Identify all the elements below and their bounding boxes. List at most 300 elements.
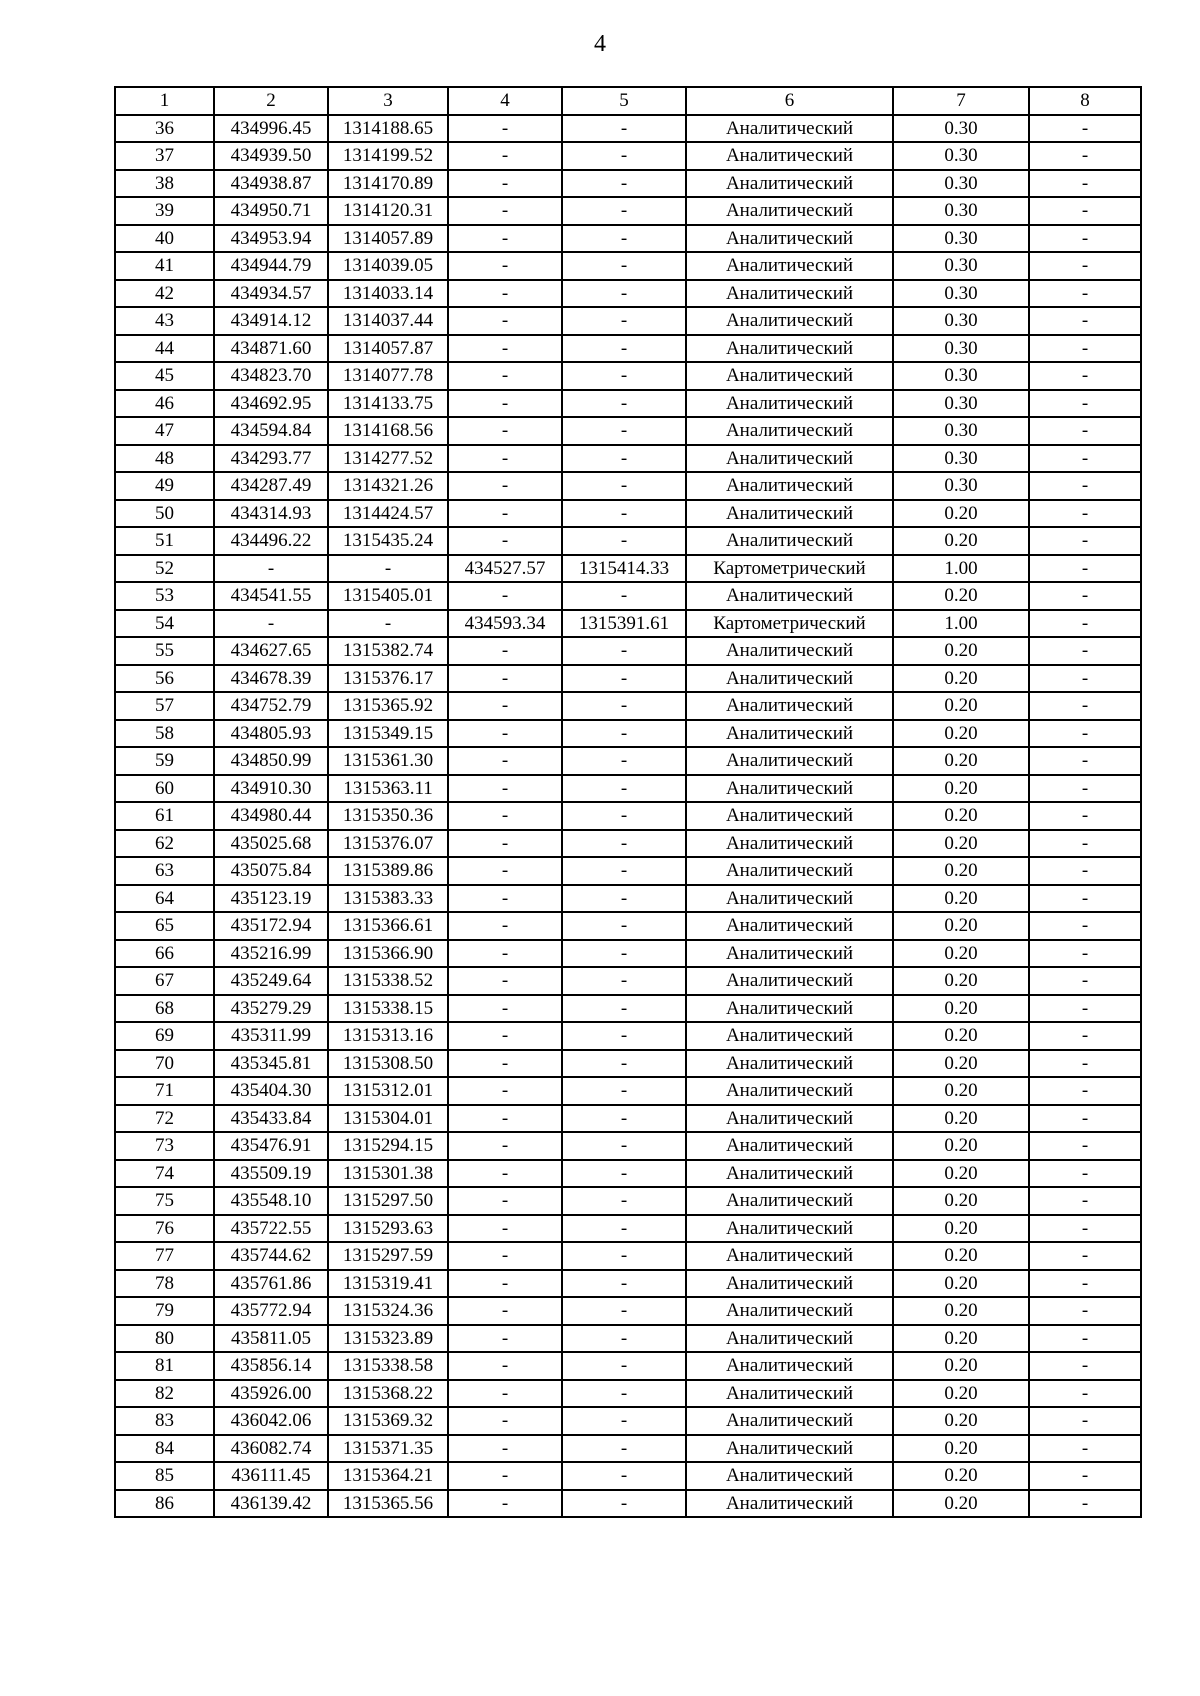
point-number-cell: 77 [115,1242,214,1270]
method-cell: Аналитический [686,1050,893,1078]
method-cell: Аналитический [686,885,893,913]
x-alt-coordinate-cell: - [448,995,562,1023]
accuracy-cell: 0.20 [893,912,1029,940]
table-row [115,252,1141,280]
y-coordinate-cell: 1315365.56 [328,1490,448,1518]
point-number-cell: 78 [115,1270,214,1298]
table-row [115,582,1141,610]
y-coordinate-cell: 1315368.22 [328,1380,448,1408]
y-alt-coordinate-cell: - [562,830,686,858]
table-row [115,280,1141,308]
method-cell: Аналитический [686,197,893,225]
accuracy-cell: 0.20 [893,1050,1029,1078]
x-alt-coordinate-cell: - [448,1215,562,1243]
accuracy-cell: 0.20 [893,1242,1029,1270]
y-coordinate-cell: 1315350.36 [328,802,448,830]
x-coordinate-cell: 435548.10 [214,1187,328,1215]
x-coordinate-cell: 435075.84 [214,857,328,885]
accuracy-cell: 0.20 [893,500,1029,528]
x-alt-coordinate-cell: - [448,665,562,693]
accuracy-cell: 0.30 [893,472,1029,500]
note-cell: - [1029,995,1141,1023]
point-number-cell: 54 [115,610,214,638]
x-coordinate-cell: 434293.77 [214,445,328,473]
note-cell: - [1029,692,1141,720]
x-alt-coordinate-cell: 434527.57 [448,555,562,583]
x-coordinate-cell: 434678.39 [214,665,328,693]
y-alt-coordinate-cell: - [562,115,686,143]
x-coordinate-cell: 434850.99 [214,747,328,775]
y-alt-coordinate-cell: - [562,582,686,610]
table-row [115,720,1141,748]
column-header: 5 [562,87,686,115]
x-alt-coordinate-cell: - [448,1490,562,1518]
note-cell: - [1029,1215,1141,1243]
x-coordinate-cell: 434823.70 [214,362,328,390]
table-row [115,1297,1141,1325]
table-row [115,335,1141,363]
y-coordinate-cell: 1315338.52 [328,967,448,995]
y-coordinate-cell: 1314120.31 [328,197,448,225]
x-alt-coordinate-cell: 434593.34 [448,610,562,638]
point-number-cell: 51 [115,527,214,555]
x-coordinate-cell: 434910.30 [214,775,328,803]
point-number-cell: 59 [115,747,214,775]
x-coordinate-cell: 435772.94 [214,1297,328,1325]
note-cell: - [1029,885,1141,913]
coordinates-table [114,86,1142,1518]
x-coordinate-cell: 435216.99 [214,940,328,968]
column-header: 4 [448,87,562,115]
note-cell: - [1029,362,1141,390]
method-cell: Аналитический [686,995,893,1023]
column-header: 7 [893,87,1029,115]
y-coordinate-cell: 1314424.57 [328,500,448,528]
note-cell: - [1029,610,1141,638]
x-coordinate-cell: 435761.86 [214,1270,328,1298]
table-row [115,1270,1141,1298]
point-number-cell: 37 [115,142,214,170]
accuracy-cell: 0.20 [893,582,1029,610]
note-cell: - [1029,197,1141,225]
method-cell: Аналитический [686,307,893,335]
y-alt-coordinate-cell: - [562,1380,686,1408]
accuracy-cell: 0.20 [893,1380,1029,1408]
y-coordinate-cell: 1315293.63 [328,1215,448,1243]
y-coordinate-cell: 1315313.16 [328,1022,448,1050]
method-cell: Аналитический [686,967,893,995]
y-alt-coordinate-cell: - [562,1435,686,1463]
y-alt-coordinate-cell: - [562,885,686,913]
x-coordinate-cell: 434950.71 [214,197,328,225]
method-cell: Аналитический [686,1380,893,1408]
y-alt-coordinate-cell: - [562,1270,686,1298]
point-number-cell: 70 [115,1050,214,1078]
point-number-cell: 69 [115,1022,214,1050]
y-coordinate-cell: 1315369.32 [328,1407,448,1435]
note-cell: - [1029,1462,1141,1490]
x-alt-coordinate-cell: - [448,142,562,170]
point-number-cell: 75 [115,1187,214,1215]
note-cell: - [1029,1160,1141,1188]
table-row [115,967,1141,995]
point-number-cell: 67 [115,967,214,995]
y-coordinate-cell: 1315312.01 [328,1077,448,1105]
point-number-cell: 81 [115,1352,214,1380]
y-alt-coordinate-cell: - [562,472,686,500]
accuracy-cell: 0.20 [893,1077,1029,1105]
table-row [115,417,1141,445]
accuracy-cell: 0.30 [893,252,1029,280]
accuracy-cell: 0.20 [893,665,1029,693]
x-alt-coordinate-cell: - [448,1022,562,1050]
y-coordinate-cell: 1314277.52 [328,445,448,473]
table-row [115,445,1141,473]
accuracy-cell: 0.20 [893,967,1029,995]
note-cell: - [1029,940,1141,968]
column-header: 1 [115,87,214,115]
table-row [115,225,1141,253]
y-coordinate-cell: 1315376.07 [328,830,448,858]
y-coordinate-cell: 1315382.74 [328,637,448,665]
point-number-cell: 47 [115,417,214,445]
note-cell: - [1029,225,1141,253]
y-coordinate-cell: 1315376.17 [328,665,448,693]
y-coordinate-cell: 1315405.01 [328,582,448,610]
method-cell: Аналитический [686,417,893,445]
accuracy-cell: 0.30 [893,280,1029,308]
table-row [115,527,1141,555]
point-number-cell: 52 [115,555,214,583]
y-coordinate-cell: 1315294.15 [328,1132,448,1160]
note-cell: - [1029,1077,1141,1105]
accuracy-cell: 0.20 [893,885,1029,913]
y-alt-coordinate-cell: 1315391.61 [562,610,686,638]
accuracy-cell: 0.20 [893,637,1029,665]
point-number-cell: 50 [115,500,214,528]
x-coordinate-cell: 434752.79 [214,692,328,720]
method-cell: Аналитический [686,252,893,280]
point-number-cell: 84 [115,1435,214,1463]
method-cell: Аналитический [686,747,893,775]
point-number-cell: 64 [115,885,214,913]
table-row [115,637,1141,665]
y-coordinate-cell: 1314037.44 [328,307,448,335]
x-alt-coordinate-cell: - [448,637,562,665]
x-coordinate-cell: 435744.62 [214,1242,328,1270]
table-row [115,1105,1141,1133]
point-number-cell: 62 [115,830,214,858]
table-row [115,610,1141,638]
method-cell: Аналитический [686,527,893,555]
point-number-cell: 82 [115,1380,214,1408]
x-coordinate-cell: 435926.00 [214,1380,328,1408]
method-cell: Аналитический [686,582,893,610]
point-number-cell: 48 [115,445,214,473]
table-row [115,830,1141,858]
y-alt-coordinate-cell: - [562,940,686,968]
note-cell: - [1029,390,1141,418]
table-row [115,1380,1141,1408]
y-coordinate-cell: 1315366.90 [328,940,448,968]
x-coordinate-cell: 434980.44 [214,802,328,830]
x-alt-coordinate-cell: - [448,1187,562,1215]
x-coordinate-cell: 435856.14 [214,1352,328,1380]
x-alt-coordinate-cell: - [448,225,562,253]
x-coordinate-cell: 435722.55 [214,1215,328,1243]
method-cell: Аналитический [686,1242,893,1270]
x-alt-coordinate-cell: - [448,197,562,225]
y-coordinate-cell: 1314033.14 [328,280,448,308]
accuracy-cell: 0.20 [893,720,1029,748]
method-cell: Аналитический [686,1407,893,1435]
method-cell: Аналитический [686,142,893,170]
method-cell: Аналитический [686,720,893,748]
note-cell: - [1029,115,1141,143]
x-coordinate-cell: 436042.06 [214,1407,328,1435]
table-row [115,1160,1141,1188]
x-alt-coordinate-cell: - [448,720,562,748]
point-number-cell: 80 [115,1325,214,1353]
note-cell: - [1029,1270,1141,1298]
x-alt-coordinate-cell: - [448,1297,562,1325]
y-alt-coordinate-cell: - [562,170,686,198]
point-number-cell: 46 [115,390,214,418]
point-number-cell: 68 [115,995,214,1023]
table-row [115,1215,1141,1243]
note-cell: - [1029,1050,1141,1078]
table-row [115,1077,1141,1105]
point-number-cell: 56 [115,665,214,693]
method-cell: Аналитический [686,1132,893,1160]
note-cell: - [1029,1380,1141,1408]
y-coordinate-cell: 1315349.15 [328,720,448,748]
point-number-cell: 86 [115,1490,214,1518]
note-cell: - [1029,637,1141,665]
note-cell: - [1029,1187,1141,1215]
y-alt-coordinate-cell: - [562,280,686,308]
accuracy-cell: 0.20 [893,1132,1029,1160]
x-alt-coordinate-cell: - [448,1050,562,1078]
x-alt-coordinate-cell: - [448,362,562,390]
point-number-cell: 45 [115,362,214,390]
table-row [115,115,1141,143]
accuracy-cell: 0.20 [893,1160,1029,1188]
x-alt-coordinate-cell: - [448,527,562,555]
x-coordinate-cell: 436082.74 [214,1435,328,1463]
y-alt-coordinate-cell: - [562,225,686,253]
x-alt-coordinate-cell: - [448,417,562,445]
point-number-cell: 44 [115,335,214,363]
table-row [115,747,1141,775]
method-cell: Аналитический [686,1215,893,1243]
note-cell: - [1029,472,1141,500]
y-coordinate-cell: - [328,610,448,638]
x-alt-coordinate-cell: - [448,1132,562,1160]
x-alt-coordinate-cell: - [448,582,562,610]
point-number-cell: 53 [115,582,214,610]
y-coordinate-cell: 1315366.61 [328,912,448,940]
x-alt-coordinate-cell: - [448,390,562,418]
x-coordinate-cell: 435172.94 [214,912,328,940]
y-alt-coordinate-cell: - [562,1462,686,1490]
y-alt-coordinate-cell: - [562,527,686,555]
accuracy-cell: 0.30 [893,225,1029,253]
table-row [115,692,1141,720]
accuracy-cell: 0.30 [893,307,1029,335]
note-cell: - [1029,417,1141,445]
table-row [115,912,1141,940]
method-cell: Аналитический [686,115,893,143]
table-row [115,775,1141,803]
note-cell: - [1029,1132,1141,1160]
note-cell: - [1029,252,1141,280]
y-alt-coordinate-cell: - [562,967,686,995]
x-alt-coordinate-cell: - [448,1462,562,1490]
point-number-cell: 61 [115,802,214,830]
y-alt-coordinate-cell: - [562,1297,686,1325]
x-coordinate-cell: 434914.12 [214,307,328,335]
column-header: 3 [328,87,448,115]
table-row [115,472,1141,500]
accuracy-cell: 1.00 [893,610,1029,638]
y-coordinate-cell: 1314057.89 [328,225,448,253]
accuracy-cell: 1.00 [893,555,1029,583]
y-coordinate-cell: 1315323.89 [328,1325,448,1353]
x-coordinate-cell: 435279.29 [214,995,328,1023]
y-coordinate-cell: 1315324.36 [328,1297,448,1325]
x-coordinate-cell: - [214,555,328,583]
method-cell: Аналитический [686,1077,893,1105]
note-cell: - [1029,830,1141,858]
accuracy-cell: 0.20 [893,1325,1029,1353]
point-number-cell: 65 [115,912,214,940]
y-alt-coordinate-cell: - [562,307,686,335]
y-coordinate-cell: 1315308.50 [328,1050,448,1078]
x-alt-coordinate-cell: - [448,115,562,143]
note-cell: - [1029,1435,1141,1463]
y-coordinate-cell: 1315297.50 [328,1187,448,1215]
accuracy-cell: 0.20 [893,692,1029,720]
x-alt-coordinate-cell: - [448,830,562,858]
table-body [115,115,1141,1518]
y-alt-coordinate-cell: - [562,912,686,940]
method-cell: Аналитический [686,1462,893,1490]
method-cell: Аналитический [686,775,893,803]
point-number-cell: 43 [115,307,214,335]
point-number-cell: 71 [115,1077,214,1105]
x-coordinate-cell: 434594.84 [214,417,328,445]
y-alt-coordinate-cell: - [562,995,686,1023]
table-row [115,362,1141,390]
x-coordinate-cell: 434938.87 [214,170,328,198]
y-alt-coordinate-cell: - [562,665,686,693]
accuracy-cell: 0.20 [893,1022,1029,1050]
table-row [115,1132,1141,1160]
note-cell: - [1029,1407,1141,1435]
method-cell: Аналитический [686,170,893,198]
x-coordinate-cell: 435345.81 [214,1050,328,1078]
x-alt-coordinate-cell: - [448,940,562,968]
x-alt-coordinate-cell: - [448,802,562,830]
point-number-cell: 66 [115,940,214,968]
y-alt-coordinate-cell: - [562,747,686,775]
point-number-cell: 83 [115,1407,214,1435]
column-header: 8 [1029,87,1141,115]
point-number-cell: 79 [115,1297,214,1325]
method-cell: Аналитический [686,830,893,858]
y-alt-coordinate-cell: - [562,1352,686,1380]
table-row [115,1435,1141,1463]
x-coordinate-cell: 434953.94 [214,225,328,253]
method-cell: Картометрический [686,555,893,583]
y-alt-coordinate-cell: - [562,500,686,528]
accuracy-cell: 0.30 [893,197,1029,225]
note-cell: - [1029,280,1141,308]
y-alt-coordinate-cell: - [562,1325,686,1353]
y-coordinate-cell: 1315365.92 [328,692,448,720]
accuracy-cell: 0.20 [893,1215,1029,1243]
accuracy-cell: 0.30 [893,170,1029,198]
point-number-cell: 85 [115,1462,214,1490]
table-row [115,500,1141,528]
point-number-cell: 63 [115,857,214,885]
y-coordinate-cell: 1315361.30 [328,747,448,775]
method-cell: Картометрический [686,610,893,638]
method-cell: Аналитический [686,1490,893,1518]
x-alt-coordinate-cell: - [448,1160,562,1188]
x-coordinate-cell: 434996.45 [214,115,328,143]
y-alt-coordinate-cell: - [562,1132,686,1160]
note-cell: - [1029,665,1141,693]
y-alt-coordinate-cell: - [562,1490,686,1518]
accuracy-cell: 0.30 [893,417,1029,445]
table-row [115,1462,1141,1490]
x-alt-coordinate-cell: - [448,252,562,280]
table-row [115,1022,1141,1050]
y-coordinate-cell: 1315338.15 [328,995,448,1023]
point-number-cell: 49 [115,472,214,500]
method-cell: Аналитический [686,692,893,720]
x-coordinate-cell: - [214,610,328,638]
y-alt-coordinate-cell: - [562,775,686,803]
accuracy-cell: 0.20 [893,1490,1029,1518]
y-alt-coordinate-cell: - [562,390,686,418]
accuracy-cell: 0.30 [893,142,1029,170]
table-row [115,1407,1141,1435]
note-cell: - [1029,1325,1141,1353]
x-alt-coordinate-cell: - [448,500,562,528]
note-cell: - [1029,170,1141,198]
y-alt-coordinate-cell: - [562,1407,686,1435]
table-row [115,1242,1141,1270]
y-alt-coordinate-cell: 1315414.33 [562,555,686,583]
x-alt-coordinate-cell: - [448,1105,562,1133]
x-alt-coordinate-cell: - [448,1077,562,1105]
table-row [115,197,1141,225]
x-coordinate-cell: 435476.91 [214,1132,328,1160]
accuracy-cell: 0.20 [893,1435,1029,1463]
note-cell: - [1029,1352,1141,1380]
method-cell: Аналитический [686,857,893,885]
point-number-cell: 39 [115,197,214,225]
point-number-cell: 36 [115,115,214,143]
table-row [115,885,1141,913]
y-coordinate-cell: 1315304.01 [328,1105,448,1133]
note-cell: - [1029,445,1141,473]
table-row [115,390,1141,418]
method-cell: Аналитический [686,280,893,308]
